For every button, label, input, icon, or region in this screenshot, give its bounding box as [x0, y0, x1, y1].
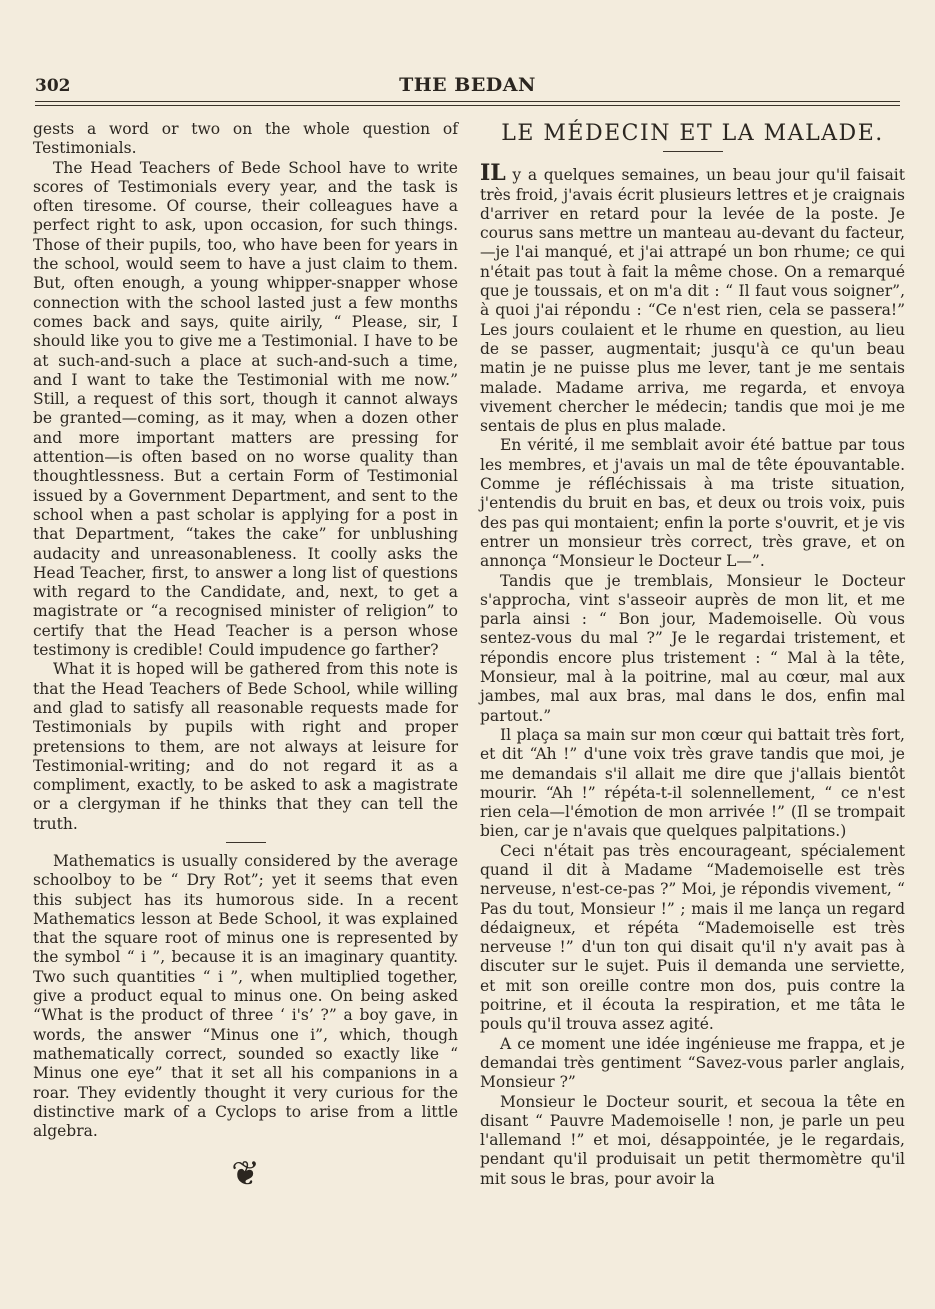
paragraph: A ce moment une idée ingénieuse me frappa, et je demandai très gentiment “Savez-vous parler anglais, Monsieur ?” [480, 1034, 905, 1092]
title-rule [663, 151, 723, 152]
paragraph [480, 160, 905, 436]
page-header [35, 70, 900, 100]
paragraph: Tandis que je tremblais, Monsieur le Docteur s'approcha, vint s'asseoir auprès de mon lit, et me parla ainsi : “ Bon jour, Mademoiselle. Où vous sentez-vous du mal ?” Je le regardai tristement, et répondis encore plus tristement : “ Mal à la tête, Monsieur, mal à la poitrine, mal au cœur, mal aux jambes, mal aux bras, mal dans le dos, enfin mal partout.” [480, 571, 905, 725]
ornament-icon: ❦ [231, 1154, 260, 1195]
paragraph: En vérité, il me semblait avoir été battue par tous les membres, et j'avais un mal de tête épouvantable. Comme je réfléchissais à ma triste situation, j'entendis du bruit en bas, et deux ou trois voix, puis des pas qui montaient; enfin la porte s'ouvrit, et je vis entrer un monsieur très correct, très grave, et on annonça “Monsieur le Docteur L—”. [480, 436, 905, 571]
section-divider [226, 842, 266, 843]
paragraph: Monsieur le Docteur sourit, et secoua la tête en disant “ Pauvre Mademoiselle ! non, je parle un peu l'allemand !” et moi, désappointée, je le regardais, pendant qu'il produisait un petit thermomètre qu'il mit sous le bras, pour avoir la [480, 1092, 905, 1188]
paragraph: The Head Teachers of Bede School have to write scores of Testimonials every year, and the task is often tiresome. Of course, their colleagues have a perfect right to ask, upon occasion, for such things. Those of their pupils, too, who have been for years in the school, would seem to have a just claim to them. But, often enough, a young whipper-snapper whose connection with the school lasted just a few months comes back and says, quite airily, “ Please, sir, I should like you to give me a Testimonial. I have to be at such-and-such a place at such-and-such a time, and I want to take the Testimonial with me now.” Still, a request of this sort, though it cannot always be granted—coming, as it may, when a dozen other and more important matters are pressing for attention—is often based on no worse quality than thoughtlessness. But a certain Form of Testimonial issued by a Government Department, and sent to the school when a past scholar is applying for a post in that Department, “takes the cake” for unblushing audacity and unreasonableness. It coolly asks the Head Teacher, first, to answer a long list of questions with regard to the Candidate, and, next, to get a magistrate or “a recognised minister of religion” to certify that the Head Teacher is a person whose testimony is credible! Could impudence go farther? [33, 158, 458, 660]
paragraph: Ceci n'était pas très encourageant, spécialement quand il dit à Madame “Mademoiselle est très nerveuse, n'est-ce-pas ?” Moi, je répondis vivement, “ Pas du tout, Monsieur !” ; mais il me lança un regard dédaigneux, et répéta “Mademoiselle est très nerveuse !” d'un ton qui disait qu'il n'y avait pas à discuter sur le sujet. Puis il demanda une serviette, et mit son oreille contre mon dos, puis contre la poitrine, et il écouta la respiration, et me tâta le pouls qu'il trouva assez agité. [480, 841, 905, 1034]
right-column [480, 120, 905, 1189]
header-rule-bottom [35, 105, 900, 106]
article-title: LE MÉDECIN ET LA MALADE. [501, 121, 884, 146]
drop-cap: IL [480, 160, 506, 187]
header-rule-top [35, 101, 900, 102]
page-number: 302 [35, 76, 71, 96]
paragraph: Mathematics is usually considered by the average schoolboy to be “ Dry Rot”; yet it seems that even this subject has its humorous side. In a recent Mathematics lesson at Bede School, it was explained that the square root of minus one is represented by the symbol “ i ”, because it is an imaginary quantity. Two such quantities “ i ”, when multiplied together, give a product equal to minus one. On being asked “What is the product of three ‘ i's’ ?” a boy gave, in words, the answer “Minus one i”, which, though mathematically correct, sounded so exactly like “ Minus one eye” that it set all his companions in a roar. They evidently thought it very curious for the distinctive mark of a Cyclops to arise from a little algebra. [33, 851, 458, 1141]
paragraph: gests a word or two on the whole question of Testimonials. [33, 120, 458, 158]
paragraph-text: y a quelques semaines, un beau jour qu'il faisait très froid, j'avais écrit plusieurs lettres et je craignais d'arriver en retard pour la levée de la poste. Je courus sans mettre un manteau au-devant du facteur,—je l'ai manqué, et j'ai attrapé un bon rhume; ce qui n'était pas tout à fait la même chose. On a remarqué que je toussais, et on m'a dit : “ Il faut vous soigner”, à quoi j'ai répondu : “Ce n'est rien, cela se passera!” Les jours coulaient et le rhume en question, au lieu de se passer, augmentait; jusqu'à ce qu'un beau matin je ne puisse plus me lever, tant je me sentais malade. Madame arriva, me regarda, et envoya vivement chercher le médecin; tandis que moi je me sentais de plus en plus malade. [480, 166, 905, 436]
paragraph: What it is hoped will be gathered from this note is that the Head Teachers of Bede School, while willing and glad to satisfy all reasonable requests made for Testimonials by pupils with right and proper pretensions to them, are not always at leisure for Testimonial-writing; and do not regard it as a compliment, exactly, to be asked to ask a magistrate or a clergyman if he thinks that they can tell the truth. [33, 660, 458, 833]
running-title: THE BEDAN [399, 74, 536, 96]
left-column [33, 120, 458, 1195]
paragraph: Il plaça sa main sur mon cœur qui battait très fort, et dit “Ah !” d'une voix très grave tandis que moi, je me demandais s'il allait me dire que j'allais bientôt mourir. “Ah !” répéta-t-il solennellement, “ ce n'est rien cela—l'émotion de mon arrivée !” (Il se trompait bien, car je n'avais que quelques palpitations.) [480, 725, 905, 841]
